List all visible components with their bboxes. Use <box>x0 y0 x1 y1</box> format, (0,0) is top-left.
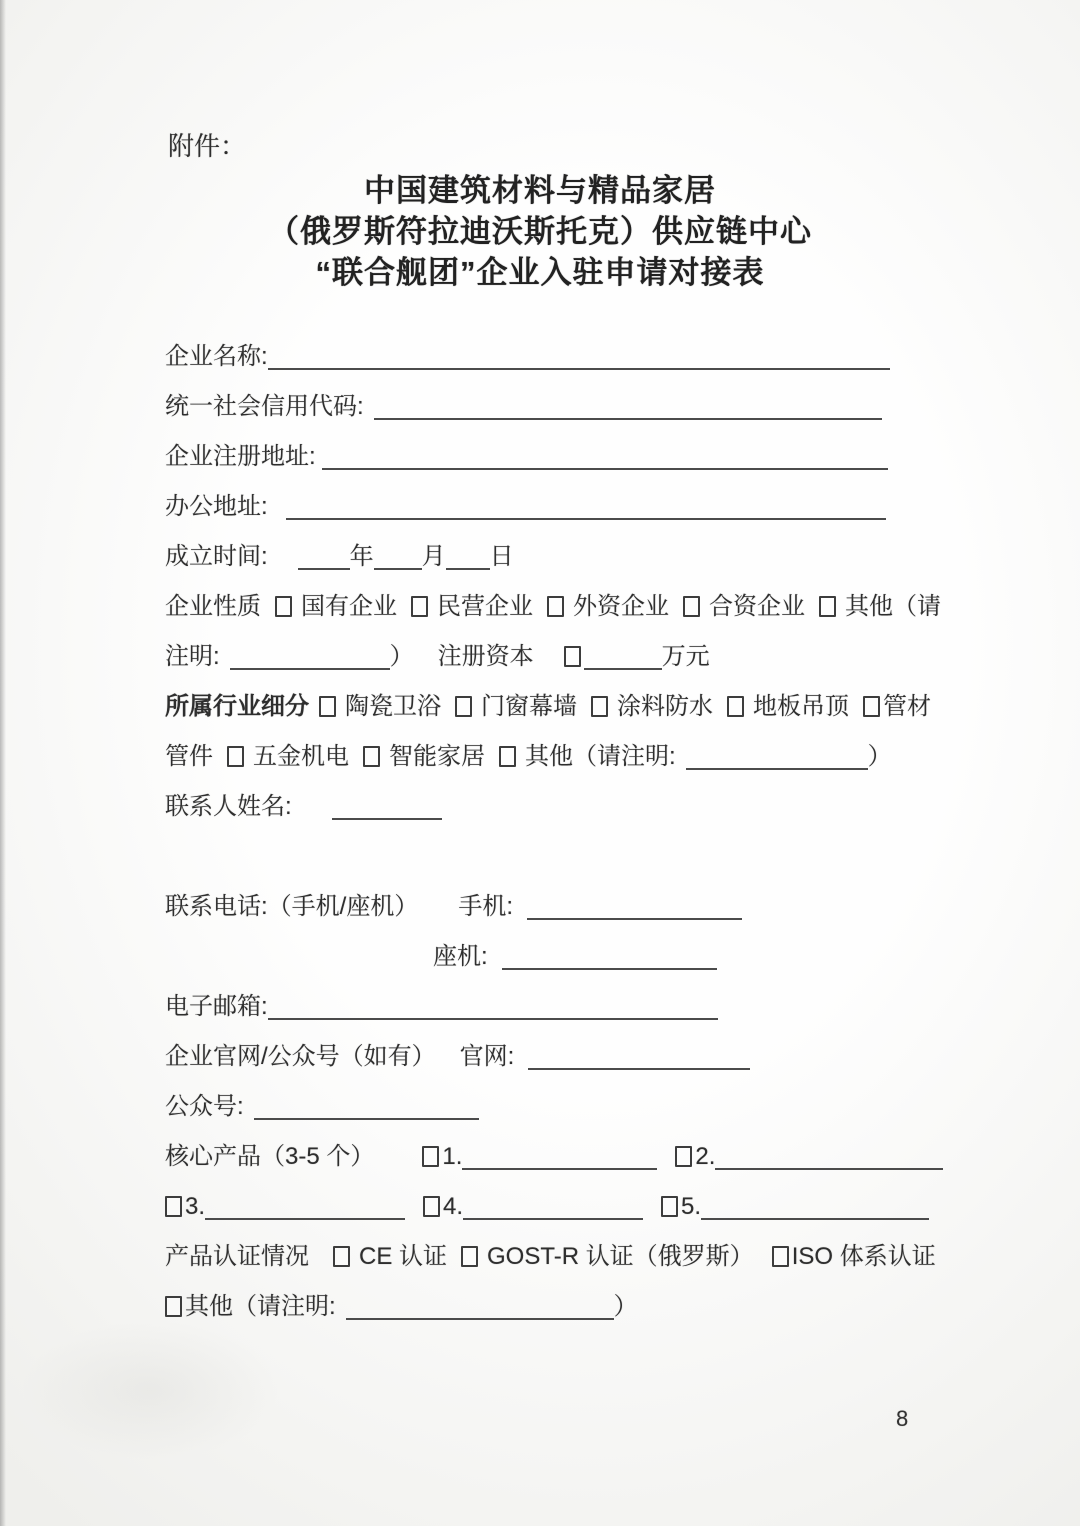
page-number: 8 <box>896 1406 909 1431</box>
checkbox-icon <box>319 696 336 717</box>
product-5-blank <box>701 1206 929 1220</box>
website-label: 官网: <box>459 1043 515 1070</box>
industry-row2-prefix: 管件 <box>165 743 213 770</box>
mobile-blank <box>527 906 742 920</box>
row-certifications <box>165 1232 955 1282</box>
checkbox-icon <box>275 596 292 617</box>
row-nature-note-capital <box>165 632 955 682</box>
cert-option-ce: CE 认证 <box>359 1243 448 1270</box>
row-company-name <box>165 332 955 382</box>
document-title <box>0 170 1080 293</box>
company-name-label: 企业名称: <box>165 343 268 370</box>
wechat-blank <box>254 1106 479 1120</box>
checkbox-icon <box>683 596 700 617</box>
row-email <box>165 982 955 1032</box>
year-suffix: 年 <box>349 543 374 570</box>
company-nature-label: 企业性质 <box>165 593 261 620</box>
nature-option-private: 民营企业 <box>437 593 533 620</box>
row-industry-1 <box>165 682 955 732</box>
product-4-blank <box>463 1206 643 1220</box>
row-contact-name <box>165 782 955 832</box>
reg-address-blank <box>322 456 888 470</box>
checkbox-icon <box>499 746 516 767</box>
industry-other-blank <box>686 756 868 770</box>
product-number-4: 4. <box>443 1193 464 1220</box>
row-industry-2 <box>165 732 955 782</box>
checkbox-icon <box>455 696 472 717</box>
checkbox-icon <box>591 696 608 717</box>
nature-option-foreign: 外资企业 <box>573 593 669 620</box>
row-company-nature <box>165 582 955 632</box>
row-office-address <box>165 482 955 532</box>
vertical-gap <box>165 832 955 882</box>
mobile-label: 手机: <box>458 893 514 920</box>
checkbox-icon <box>661 1196 678 1217</box>
row-landline <box>165 932 955 982</box>
application-form <box>165 332 955 1332</box>
credit-code-label: 统一社会信用代码: <box>165 393 364 420</box>
title-line-2: （俄罗斯符拉迪沃斯托克）供应链中心 <box>268 214 812 249</box>
checkbox-icon <box>165 1296 182 1317</box>
product-number-2: 2. <box>695 1143 716 1170</box>
reg-address-label: 企业注册地址: <box>165 443 316 470</box>
wechat-label: 公众号: <box>165 1093 244 1120</box>
industry-option-pipes: 管材 <box>883 693 931 720</box>
landline-label: 座机: <box>433 943 488 970</box>
reg-capital-label: 注册资本 <box>437 643 534 670</box>
attachment-label: 附件： <box>168 131 247 161</box>
product-number-5: 5. <box>681 1193 702 1220</box>
founding-month-blank <box>374 556 422 570</box>
nature-note-label: 注明: <box>165 643 220 670</box>
checkbox-icon <box>564 646 581 667</box>
website-blank <box>528 1056 750 1070</box>
row-founding-date <box>165 532 955 582</box>
founding-day-blank <box>446 556 490 570</box>
founding-date-label: 成立时间: <box>165 543 268 570</box>
close-paren: ） <box>867 743 892 770</box>
core-products-label: 核心产品（3-5 个） <box>165 1143 375 1170</box>
industry-label: 所属行业细分 <box>165 693 309 720</box>
checkbox-icon <box>675 1146 692 1167</box>
checkbox-icon <box>422 1146 439 1167</box>
cert-option-iso: ISO 体系认证 <box>791 1243 936 1270</box>
row-core-products-2 <box>165 1182 955 1232</box>
checkbox-icon <box>461 1246 478 1267</box>
industry-option-coatings: 涂料防水 <box>617 693 713 720</box>
checkbox-icon <box>423 1196 440 1217</box>
nature-option-joint-venture: 合资企业 <box>709 593 805 620</box>
checkbox-icon <box>772 1246 789 1267</box>
month-suffix: 月 <box>421 543 446 570</box>
checkbox-icon <box>363 746 380 767</box>
reg-capital-unit: 万元 <box>661 643 710 670</box>
industry-other-label: 其他（请注明: <box>525 743 676 770</box>
title-line-1: 中国建筑材料与精品家居 <box>364 173 716 208</box>
row-core-products-1 <box>165 1132 955 1182</box>
cert-other-label: 其他（请注明: <box>185 1293 336 1320</box>
row-wechat <box>165 1082 955 1132</box>
product-3-blank <box>205 1206 405 1220</box>
company-name-blank <box>268 356 890 370</box>
product-number-1: 1. <box>442 1143 463 1170</box>
checkbox-icon <box>819 596 836 617</box>
industry-option-smart-home: 智能家居 <box>389 743 485 770</box>
product-2-blank <box>715 1156 943 1170</box>
close-paren: ） <box>613 1293 638 1320</box>
cert-option-gost-r: GOST-R 认证（俄罗斯） <box>487 1243 754 1270</box>
product-number-3: 3. <box>185 1193 206 1220</box>
checkbox-icon <box>411 596 428 617</box>
website-section-label: 企业官网/公众号（如有） <box>165 1043 436 1070</box>
contact-name-blank <box>332 806 442 820</box>
reg-capital-blank <box>584 656 662 670</box>
checkbox-icon <box>333 1246 350 1267</box>
row-phone <box>165 882 955 932</box>
checkbox-icon <box>727 696 744 717</box>
contact-name-label: 联系人姓名: <box>165 793 292 820</box>
checkbox-icon <box>863 696 880 717</box>
nature-option-other: 其他（请 <box>845 593 941 620</box>
row-cert-other <box>165 1282 955 1332</box>
close-paren: ） <box>389 643 414 670</box>
office-address-blank <box>286 506 886 520</box>
row-reg-address <box>165 432 955 482</box>
industry-option-flooring: 地板吊顶 <box>753 693 849 720</box>
industry-option-ceramics: 陶瓷卫浴 <box>345 693 441 720</box>
phone-label: 联系电话:（手机/座机） <box>165 893 419 920</box>
product-1-blank <box>462 1156 657 1170</box>
title-line-3: “联合舰团”企业入驻申请对接表 <box>315 255 765 290</box>
industry-option-hardware: 五金机电 <box>253 743 349 770</box>
office-address-label: 办公地址: <box>165 493 268 520</box>
checkbox-icon <box>547 596 564 617</box>
email-blank <box>268 1006 718 1020</box>
cert-other-blank <box>346 1306 614 1320</box>
landline-blank <box>502 956 717 970</box>
row-website <box>165 1032 955 1082</box>
day-suffix: 日 <box>489 543 514 570</box>
row-credit-code <box>165 382 955 432</box>
credit-code-blank <box>374 406 882 420</box>
nature-note-blank <box>230 656 390 670</box>
nature-option-state-owned: 国有企业 <box>301 593 397 620</box>
cert-label: 产品认证情况 <box>165 1243 309 1270</box>
industry-option-doors-windows: 门窗幕墙 <box>481 693 577 720</box>
founding-year-blank <box>298 556 350 570</box>
checkbox-icon <box>165 1196 182 1217</box>
email-label: 电子邮箱: <box>165 993 268 1020</box>
checkbox-icon <box>227 746 244 767</box>
